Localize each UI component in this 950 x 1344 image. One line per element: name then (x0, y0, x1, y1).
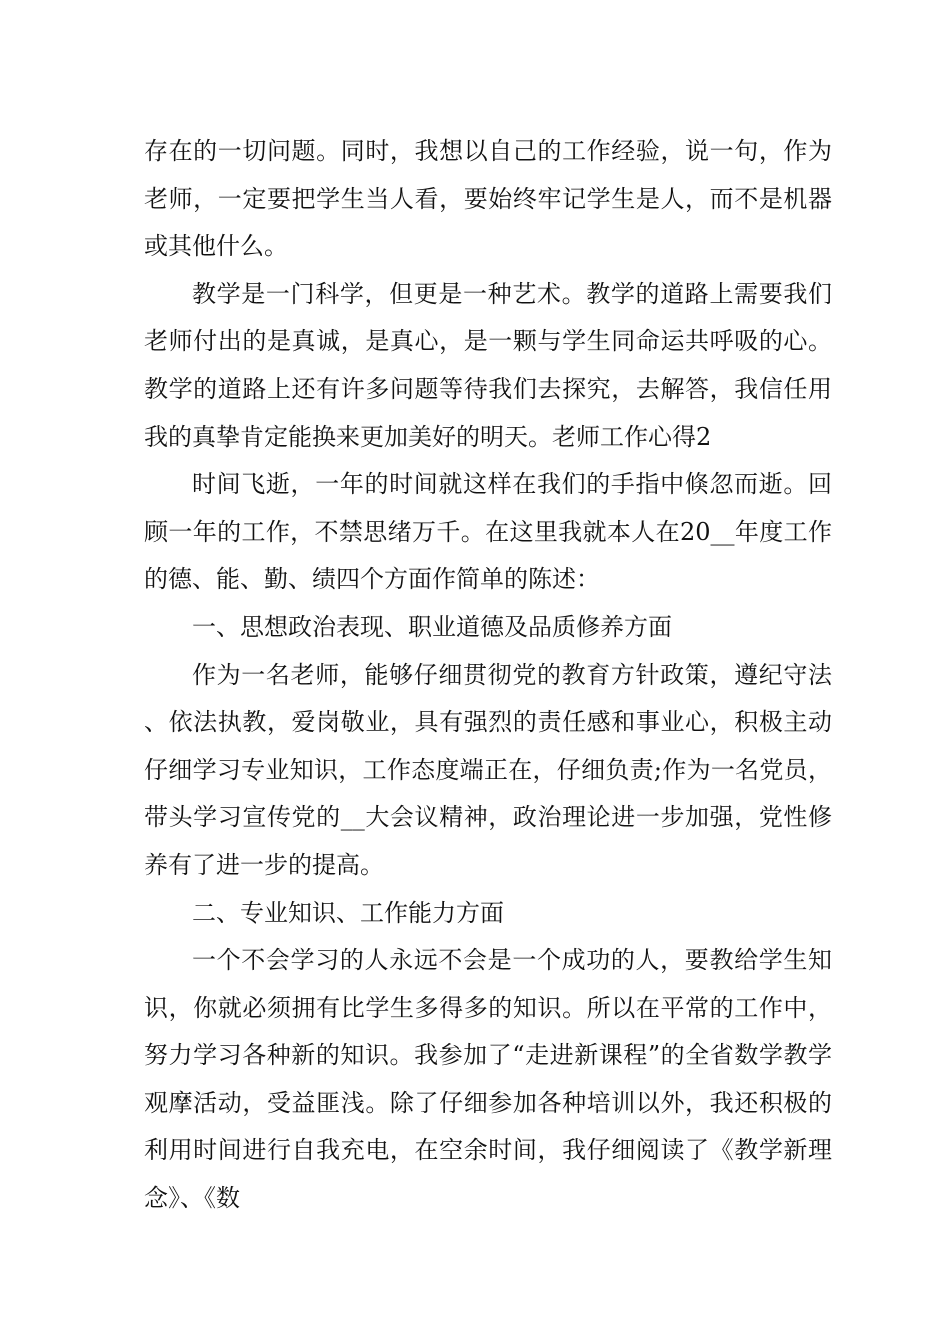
section-heading-political: 一、思想政治表现、职业道德及品质修养方面 (192, 612, 672, 641)
document-body (144, 128, 832, 1223)
paragraph-continuation: 存在的一切问题。同时，我想以自己的工作经验，说一句，作为老师，一定要把学生当人看，要始终牢记学生是人，而不是机器或其他什么。 (144, 137, 832, 261)
paragraph-political: 作为一名老师，能够仔细贯彻党的教育方针政策，遵纪守法、依法执教，爱岗敬业，具有强烈的责任感和事业心，积极主动仔细学习专业知识，工作态度端正在，仔细负责;作为一名党员，带头学习宣传党的__大会议精神，政治理论进一步加强，党性修养有了进一步的提高。 (144, 660, 832, 879)
paragraph-professional: 一个不会学习的人永远不会是一个成功的人，要教给学生知识，你就必须拥有比学生多得多的知识。所以在平常的工作中，努力学习各种新的知识。我参加了“走进新课程”的全省数学教学观摩活动，受益匪浅。除了仔细参加各种培训以外，我还积极的利用时间进行自我充电，在空余时间，我仔细阅读了《教学新理念》、《数 (144, 946, 832, 1213)
section-heading-professional: 二、专业知识、工作能力方面 (192, 898, 504, 927)
paragraph-year-review: 时间飞逝，一年的时间就这样在我们的手指中倏忽而逝。回顾一年的工作，不禁思绪万千。在这里我就本人在20__年度工作的德、能、勤、绩四个方面作简单的陈述： (144, 470, 832, 594)
paragraph-teaching-art: 教学是一门科学，但更是一种艺术。教学的道路上需要我们老师付出的是真诚，是真心，是一颗与学生同命运共呼吸的心。教学的道路上还有许多问题等待我们去探究，去解答，我信任用我的真挚肯定能换来更加美好的明天。老师工作心得2 (144, 279, 832, 451)
